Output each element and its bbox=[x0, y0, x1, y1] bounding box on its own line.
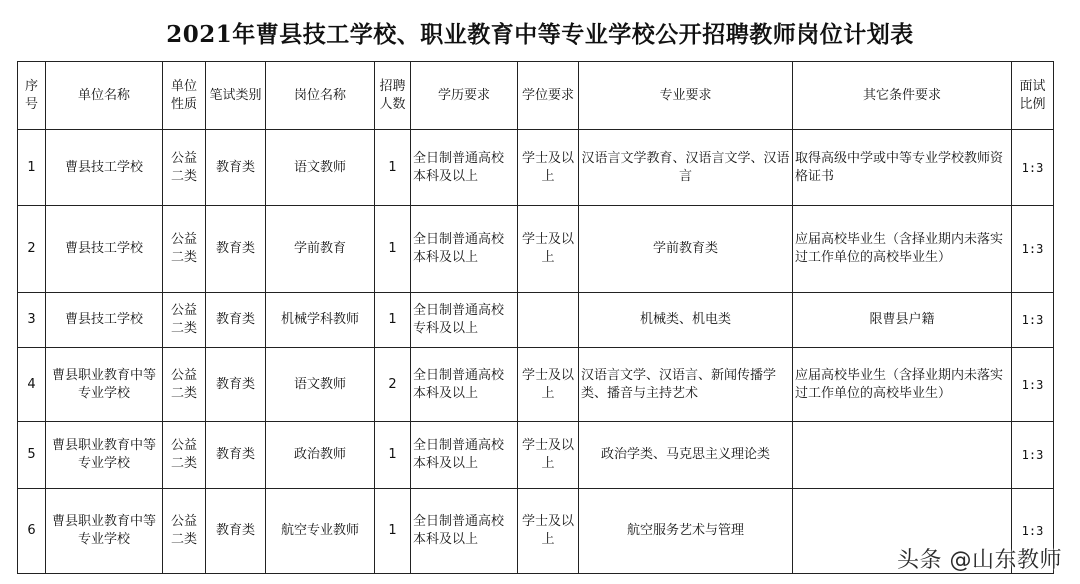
cell-education: 全日制普通高校本科及以上 bbox=[411, 489, 518, 574]
cell-post-name: 航空专业教师 bbox=[266, 489, 375, 574]
cell-education: 全日制普通高校本科及以上 bbox=[411, 422, 518, 489]
cell-degree: 学士及以上 bbox=[518, 206, 579, 293]
cell-count: 1 bbox=[375, 422, 411, 489]
cell-unit-name: 曹县职业教育中等专业学校 bbox=[46, 489, 163, 574]
cell-ratio: 1:3 bbox=[1012, 206, 1054, 293]
cell-exam-type: 教育类 bbox=[206, 348, 266, 422]
cell-unit-type: 公益二类 bbox=[163, 489, 206, 574]
cell-seq: 4 bbox=[18, 348, 46, 422]
header-ratio: 面试比例 bbox=[1012, 62, 1054, 130]
cell-education: 全日制普通高校专科及以上 bbox=[411, 293, 518, 348]
header-unit-type: 单位性质 bbox=[163, 62, 206, 130]
header-post-name: 岗位名称 bbox=[266, 62, 375, 130]
header-exam-type: 笔试类别 bbox=[206, 62, 266, 130]
cell-ratio: 1:3 bbox=[1012, 348, 1054, 422]
table-header-row bbox=[18, 62, 1054, 130]
cell-unit-type: 公益二类 bbox=[163, 422, 206, 489]
cell-post-name: 语文教师 bbox=[266, 130, 375, 206]
cell-unit-name: 曹县技工学校 bbox=[46, 206, 163, 293]
header-count: 招聘人数 bbox=[375, 62, 411, 130]
cell-exam-type: 教育类 bbox=[206, 206, 266, 293]
cell-exam-type: 教育类 bbox=[206, 489, 266, 574]
cell-unit-type: 公益二类 bbox=[163, 348, 206, 422]
cell-ratio: 1:3 bbox=[1012, 130, 1054, 206]
watermark-label: 头条 @山东教师 bbox=[897, 548, 1062, 573]
table-row bbox=[18, 422, 1054, 489]
cell-exam-type: 教育类 bbox=[206, 422, 266, 489]
header-seq: 序号 bbox=[18, 62, 46, 130]
table-row bbox=[18, 348, 1054, 422]
cell-education: 全日制普通高校本科及以上 bbox=[411, 348, 518, 422]
page-title: 2021年曹县技工学校、职业教育中等专业学校公开招聘教师岗位计划表 bbox=[166, 21, 914, 48]
cell-unit-name: 曹县职业教育中等专业学校 bbox=[46, 422, 163, 489]
cell-unit-name: 曹县职业教育中等专业学校 bbox=[46, 348, 163, 422]
cell-major: 机械类、机电类 bbox=[579, 293, 793, 348]
cell-other bbox=[793, 422, 1012, 489]
cell-exam-type: 教育类 bbox=[206, 293, 266, 348]
cell-ratio: 1:3 bbox=[1012, 422, 1054, 489]
cell-other: 取得高级中学或中等专业学校教师资格证书 bbox=[793, 130, 1012, 206]
cell-degree: 学士及以上 bbox=[518, 489, 579, 574]
header-education: 学历要求 bbox=[411, 62, 518, 130]
cell-seq: 3 bbox=[18, 293, 46, 348]
cell-post-name: 政治教师 bbox=[266, 422, 375, 489]
cell-exam-type: 教育类 bbox=[206, 130, 266, 206]
cell-major: 政治学类、马克思主义理论类 bbox=[579, 422, 793, 489]
cell-seq: 5 bbox=[18, 422, 46, 489]
table-row bbox=[18, 206, 1054, 293]
cell-unit-name: 曹县技工学校 bbox=[46, 130, 163, 206]
cell-seq: 1 bbox=[18, 130, 46, 206]
cell-unit-type: 公益二类 bbox=[163, 293, 206, 348]
cell-ratio: 1:3 bbox=[1012, 489, 1054, 574]
table-row bbox=[18, 293, 1054, 348]
cell-count: 1 bbox=[375, 489, 411, 574]
cell-degree: 学士及以上 bbox=[518, 348, 579, 422]
cell-unit-name: 曹县技工学校 bbox=[46, 293, 163, 348]
cell-other: 应届高校毕业生（含择业期内未落实过工作单位的高校毕业生） bbox=[793, 348, 1012, 422]
recruitment-plan-table bbox=[17, 61, 1054, 574]
cell-major: 汉语言文学、汉语言、新闻传播学类、播音与主持艺术 bbox=[579, 348, 793, 422]
cell-seq: 6 bbox=[18, 489, 46, 574]
cell-education: 全日制普通高校本科及以上 bbox=[411, 206, 518, 293]
cell-count: 1 bbox=[375, 206, 411, 293]
cell-education: 全日制普通高校本科及以上 bbox=[411, 130, 518, 206]
cell-post-name: 机械学科教师 bbox=[266, 293, 375, 348]
cell-unit-type: 公益二类 bbox=[163, 130, 206, 206]
header-degree: 学位要求 bbox=[518, 62, 579, 130]
cell-count: 1 bbox=[375, 293, 411, 348]
cell-ratio: 1:3 bbox=[1012, 293, 1054, 348]
cell-major: 学前教育类 bbox=[579, 206, 793, 293]
cell-seq: 2 bbox=[18, 206, 46, 293]
header-unit-name: 单位名称 bbox=[46, 62, 163, 130]
cell-post-name: 语文教师 bbox=[266, 348, 375, 422]
table-row bbox=[18, 130, 1054, 206]
cell-major: 航空服务艺术与管理 bbox=[579, 489, 793, 574]
cell-post-name: 学前教育 bbox=[266, 206, 375, 293]
cell-unit-type: 公益二类 bbox=[163, 206, 206, 293]
cell-count: 2 bbox=[375, 348, 411, 422]
cell-degree: 学士及以上 bbox=[518, 130, 579, 206]
cell-degree bbox=[518, 293, 579, 348]
cell-other: 限曹县户籍 bbox=[793, 293, 1012, 348]
header-other: 其它条件要求 bbox=[793, 62, 1012, 130]
cell-major: 汉语言文学教育、汉语言文学、汉语言 bbox=[579, 130, 793, 206]
cell-other: 应届高校毕业生（含择业期内未落实过工作单位的高校毕业生） bbox=[793, 206, 1012, 293]
header-major: 专业要求 bbox=[579, 62, 793, 130]
cell-count: 1 bbox=[375, 130, 411, 206]
cell-degree: 学士及以上 bbox=[518, 422, 579, 489]
